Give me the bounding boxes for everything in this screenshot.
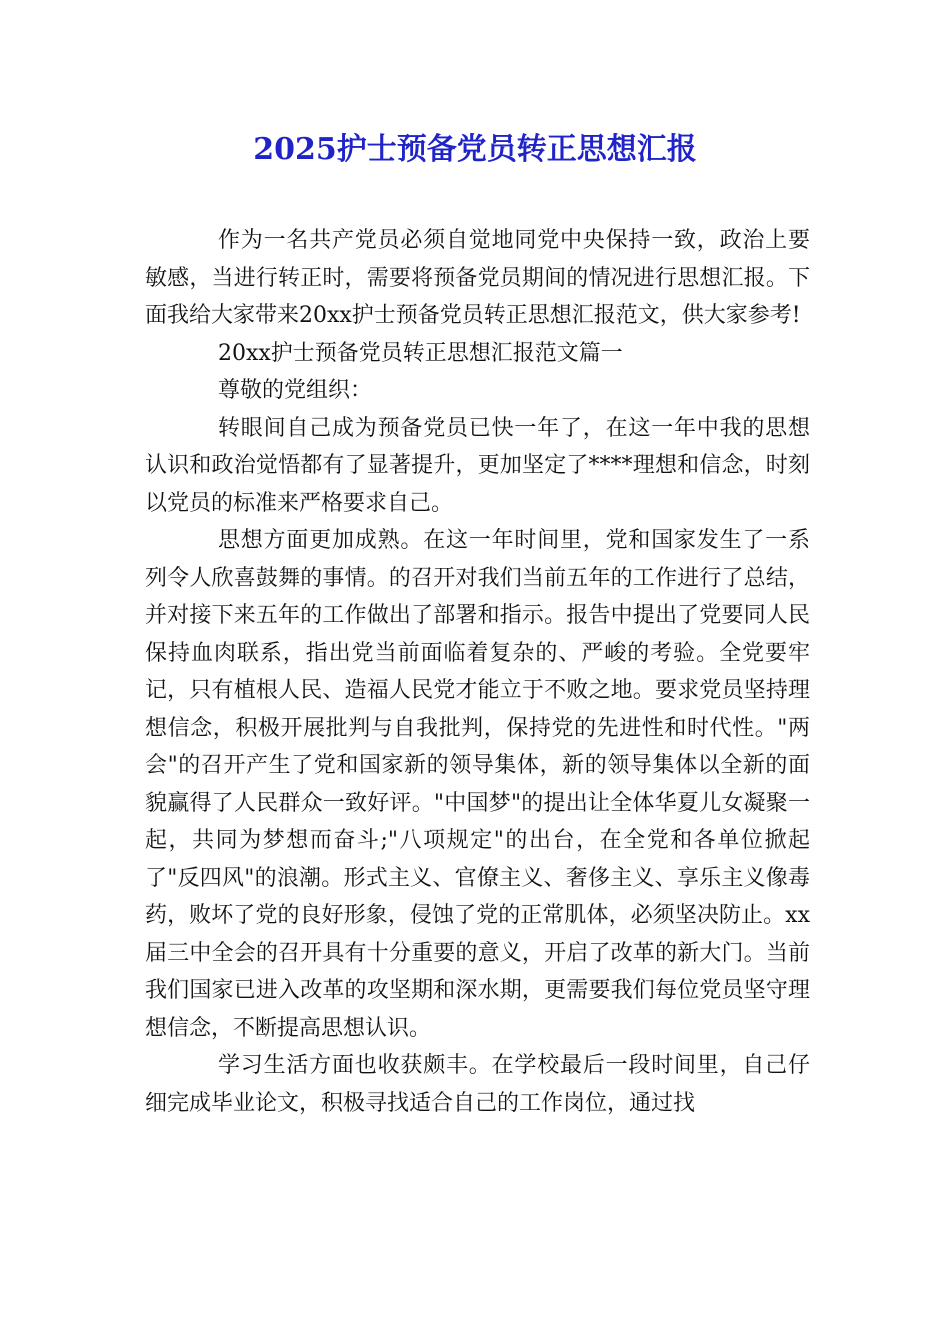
paragraph-salutation: 尊敬的党组织： bbox=[218, 378, 373, 403]
paragraph-opening: 转眼间自己成为预备党员已快一年了，在这一年中我的思想认识和政治觉悟都有了显著提升，更加坚定了****理想和信念，时刻以党员的标准来严格要求自己。 bbox=[145, 415, 810, 516]
paragraph-intro: 作为一名共产党员必须自觉地同党中央保持一致，政治上要敏感，当进行转正时，需要将预备党员期间的情况进行思想汇报。下面我给大家带来20xx护士预备党员转正思想汇报范文，供大家参考! bbox=[145, 228, 810, 328]
paragraph-thought: 思想方面更加成熟。在这一年时间里，党和国家发生了一系列令人欣喜鼓舞的事情。的召开对我们当前五年的工作进行了总结，并对接下来五年的工作做出了部署和指示。报告中提出了党要同人民保持血肉联系，指出党当前面临着复杂的、严峻的考验。全党要牢记，只有植根人民、造福人民党才能立于不败之地。要求党员坚持理想信念，积极开展批判与自我批判，保持党的先进性和时代性。"两会"的召开产生了党和国家新的领导集体，新的领导集体以全新的面貌赢得了人民群众一致好评。"中国梦"的提出让全体华夏儿女凝聚一起，共同为梦想而奋斗;"八项规定"的出台，在全党和各单位掀起了"反四风"的浪潮。形式主义、官僚主义、奢侈主义、享乐主义像毒药，败坏了党的良好形象，侵蚀了党的正常肌体，必须坚决防止。xx届三中全会的召开具有十分重要的意义，开启了改革的新大门。当前我们国家已进入改革的攻坚期和深水期，更需要我们每位党员坚守理想信念，不断提高思想认识。 bbox=[145, 528, 810, 1041]
document-body bbox=[145, 222, 810, 1122]
document-title: 2025护士预备党员转正思想汇报 bbox=[253, 132, 697, 167]
paragraph-study-life: 学习生活方面也收获颇丰。在学校最后一段时间里，自己仔细完成毕业论文，积极寻找适合自己的工作岗位，通过找 bbox=[145, 1053, 810, 1116]
paragraph-section-heading: 20xx护士预备党员转正思想汇报范文篇一 bbox=[218, 340, 623, 366]
